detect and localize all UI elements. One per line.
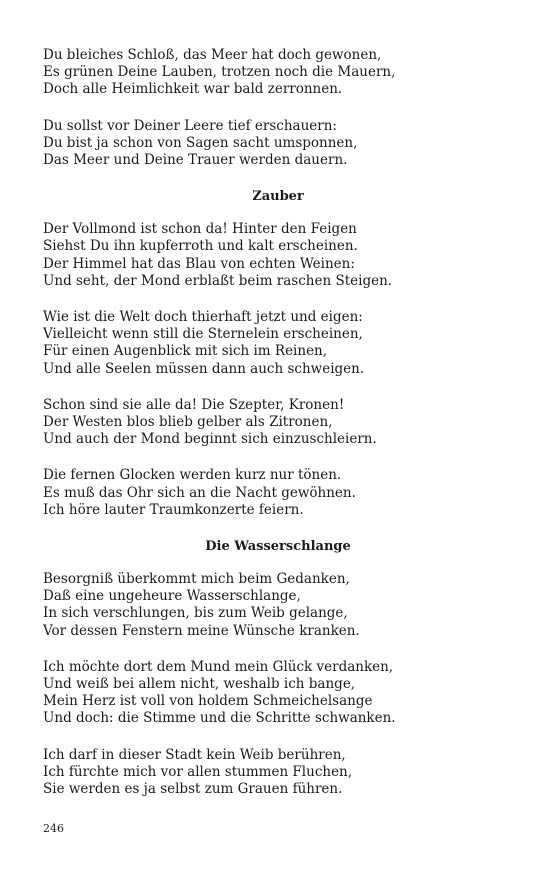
verse-line: Der Vollmond ist schon da! Hinter den Feigen — [43, 221, 357, 238]
verse-line: Und doch: die Stimme und die Schritte schwanken. — [43, 710, 396, 727]
poem-title: Die Wasserschlange — [205, 539, 351, 555]
verse-line: Du bist ja schon von Sagen sacht umsponnen, — [43, 134, 358, 151]
verse-line: Und weiß bei allem nicht, weshalb ich bange, — [43, 676, 356, 693]
verse-line: Es grünen Deine Lauben, trotzen noch die Mauern, — [43, 64, 396, 81]
stanza — [43, 747, 513, 799]
stanza — [43, 467, 513, 519]
verse-line: Besorgniß überkommt mich beim Gedanken, — [43, 571, 350, 588]
stanza — [43, 659, 513, 728]
verse-line: Ich möchte dort dem Mund mein Glück verdanken, — [43, 658, 394, 675]
verse-line: Wie ist die Welt doch thierhaft jetzt und eigen: — [43, 309, 363, 326]
stanza — [43, 221, 513, 290]
stanza — [43, 118, 513, 170]
verse-line: Siehst Du ihn kupferroth und kalt erscheinen. — [43, 238, 358, 255]
verse-line: Der Westen blos blieb gelber als Zitronen, — [43, 414, 333, 431]
verse-line: Es muß das Ohr sich an die Nacht gewöhnen. — [43, 484, 356, 501]
stanza — [43, 309, 513, 378]
verse-line: Vor dessen Fenstern meine Wünsche kranken. — [43, 622, 360, 639]
poem-title: Zauber — [252, 189, 304, 205]
stanza — [43, 571, 513, 640]
verse-line: Schon sind sie alle da! Die Szepter, Kronen! — [43, 396, 345, 413]
verse-line: Und alle Seelen müssen dann auch schweigen. — [43, 360, 365, 377]
stanza — [43, 397, 513, 449]
verse-line: Sie werden es ja selbst zum Grauen führen. — [43, 781, 343, 798]
verse-line: Doch alle Heimlichkeit war bald zerronnen. — [43, 81, 343, 98]
verse-line: Daß eine ungeheure Wasserschlange, — [43, 588, 301, 605]
verse-line: Das Meer und Deine Trauer werden dauern. — [43, 152, 348, 169]
verse-line: In sich verschlungen, bis zum Weib gelange, — [43, 605, 348, 622]
poem-continuation — [43, 47, 513, 169]
verse-line: Ich höre lauter Traumkonzerte feiern. — [43, 501, 304, 518]
verse-line: Und seht, der Mond erblaßt beim raschen Steigen. — [43, 272, 393, 289]
verse-line: Und auch der Mond beginnt sich einzuschleiern. — [43, 431, 377, 448]
page-body — [43, 47, 513, 817]
verse-line: Ich darf in dieser Stadt kein Weib berühren, — [43, 746, 346, 763]
verse-line: Die fernen Glocken werden kurz nur tönen. — [43, 467, 342, 484]
verse-line: Mein Herz ist voll von holdem Schmeichelsange — [43, 693, 373, 710]
page-number: 246 — [43, 822, 64, 835]
poem-die-wasserschlange — [43, 538, 513, 798]
verse-line: Vielleicht wenn still die Sternelein erscheinen, — [43, 326, 363, 343]
verse-line: Der Himmel hat das Blau von echten Weinen: — [43, 255, 355, 272]
verse-line: Für einen Augenblick mit sich im Reinen, — [43, 343, 328, 360]
verse-line: Ich fürchte mich vor allen stummen Fluchen, — [43, 763, 353, 780]
verse-line: Du sollst vor Deiner Leere tief erschauern: — [43, 117, 337, 134]
poem-zauber — [43, 188, 513, 519]
verse-line: Du bleiches Schloß, das Meer hat doch gewonen, — [43, 47, 382, 63]
stanza — [43, 47, 513, 99]
